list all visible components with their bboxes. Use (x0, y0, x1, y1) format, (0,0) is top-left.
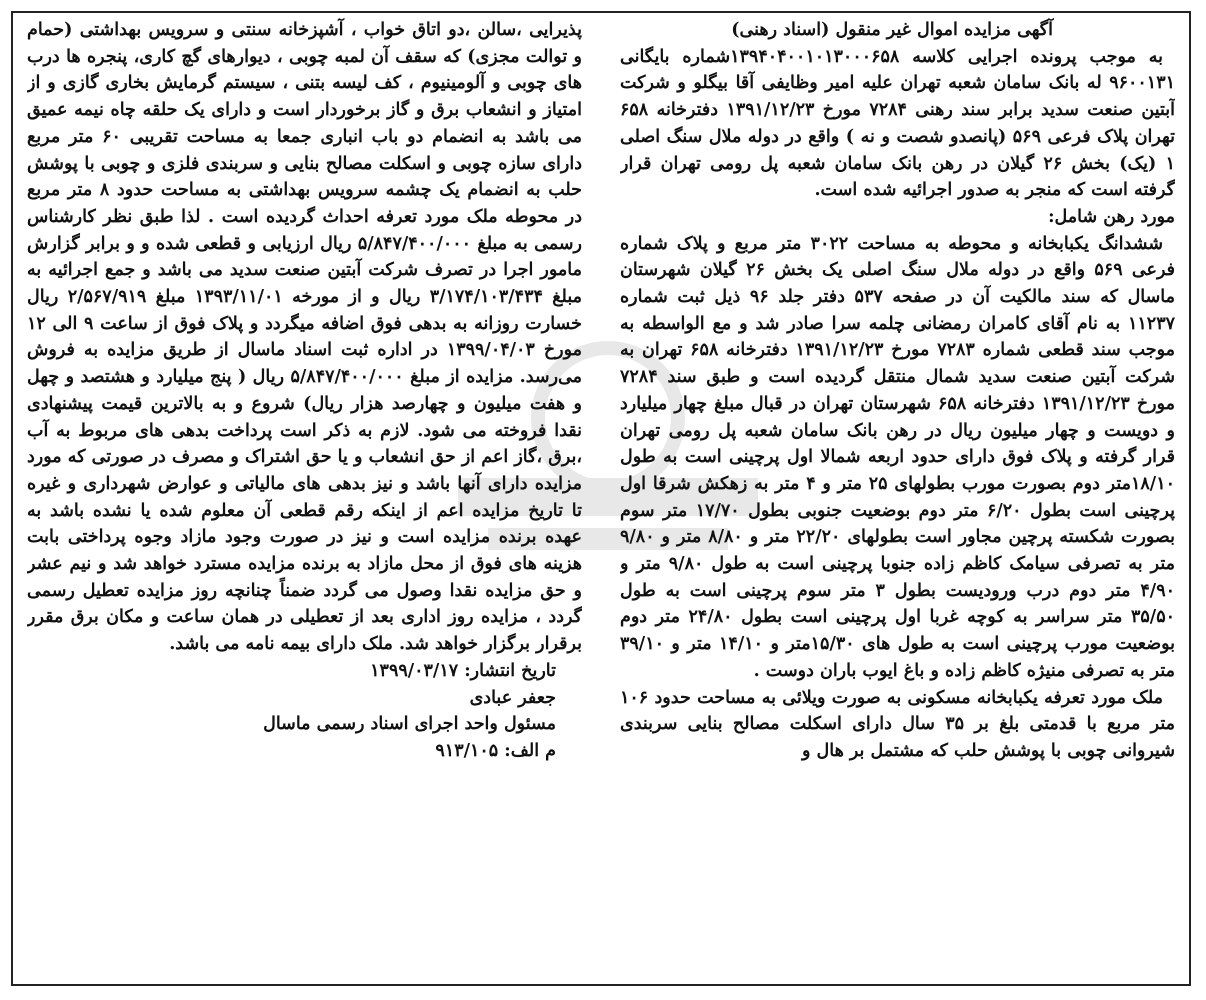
signatory-name: جعفر عبادی (469, 687, 556, 708)
left-column (27, 17, 582, 979)
publish-date: تاریخ انتشار: ۱۳۹۹/۰۳/۱۷ (370, 660, 556, 681)
signatory-position: مسئول واحد اجرای اسناد رسمی ماسال (263, 714, 556, 735)
paragraph-continued: پذیرایی ،سالن ،دو اتاق خواب ، آشپزخانه سنتی و سرویس بهداشتی (حمام و توالت مجزی) که سقف آن لمبه چوبی ، دیوارهای گچ کاری، پنجره ها درب های چوبی و آلومینیوم ، کف لیسه بتنی ، سیستم گرمایش بخاری گازی و از امتیاز و انشعاب برق و گاز برخوردار است و دارای یک حلقه چاه نیمه عمیق می باشد به انضمام دو باب انباری جمعا به مساحت تقریبی ۶۰ متر مربع دارای سازه چوبی و اسکلت مصالح بنایی و سربندی فلزی و چوبی با پوشش حلب به انضمام یک چشمه سرویس بهداشتی به مساحت حدود ۸ متر مربع در محوطه ملک مورد تعرفه احداث گردیده است . لذا طبق نظر کارشناس رسمی به مبلغ ۵/۸۴۷/۴۰۰/۰۰۰ ریال ارزیابی و قطعی شده و و برابر گزارش مامور اجرا در تصرف شرکت آبتین صنعت سدید می باشد و جمع اجرائیه به مبلغ ۳/۱۷۴/۱۰۳/۴۳۴ ریال و از مورخه ۱۳۹۳/۱۱/۰۱ مبلغ ۲/۵۶۷/۹۱۹ ریال خسارت روزانه به بدهی فوق اضافه میگردد و پلاک فوق از ساعت ۹ الی ۱۲ مورخ ۱۳۹۹/۰۴/۰۳ در اداره ثبت اسناد ماسال از طریق مزایده به فروش می‌رسد. مزایده از مبلغ ۵/۸۴۷/۴۰۰/۰۰۰ ریال ( پنج میلیارد و هشتصد و چهل و هفت میلیون و چهارصد هزار ریال) شروع و به بالاترین قیمت پیشنهادی نقدا فروخته می شود. لازم به ذکر است پرداخت بدهی های مربوط به آب ،برق ،گاز اعم از حق انشعاب و یا حق اشتراک و مصرف در صورتی که مورد مزایده دارای آنها باشد و نیز بدهی های مالیاتی و عوارض شهرداری و غیره تا تاریخ مزایده اعم از اینکه رقم قطعی آن معلوم شده یا نشده باشد به عهده برنده مزایده است و نیز در صورت وجود مازاد وجوه پرداختی بابت هزینه های فوق از محل مازاد به برنده مزایده مسترد خواهد شد و نیم عشر و حق مزایده نقدا وصول می گردد ضمناً چنانچه روز مزایده تعطیل رسمی گردد ، مزایده روز اداری بعد از تعطیلی در همان ساعت و مکان برق مقرر برقرار برگزار خواهد شد. ملک دارای بیمه نامه می باشد. (27, 20, 582, 655)
paragraph-mortgage-heading: مورد رهن شامل: (1048, 206, 1175, 227)
right-column (620, 17, 1175, 979)
notice-title: آگهی مزایده اموال غیر منقول (اسناد رهنی) (731, 20, 1053, 40)
notice-frame (11, 11, 1191, 986)
paragraph-intro: به موجب پرونده اجرایی کلاسه ۱۳۹۴۰۴۰۰۱۰۱۳۰۰۰۶۵۸شماره بایگانی ۹۶۰۰۱۳۱ له بانک سامان شعبه تهران علیه امیر وظایفی آقا بیگلو و شرکت آبتین صنعت سدید برابر سند رهنی ۷۲۸۴ مورخ ۱۳۹۱/۱۲/۲۳ دفترخانه ۶۵۸ تهران پلاک فرعی ۵۶۹ (پانصدو شصت و نه ) واقع در دوله ملال سنگ اصلی ۱ (یک) بخش ۲۶ گیلان در رهن بانک سامان شعبه پل رومی تهران قرار گرفته است که منجر به صدور اجرائیه شده است. (620, 46, 1175, 201)
reference-number: م الف: ۹۱۳/۱۰۵ (435, 740, 556, 761)
paragraph-house-description: ملک مورد تعرفه یکبابخانه مسکونی به صورت ویلائی به مساحت حدود ۱۰۶ متر مربع با قدمتی بلغ بر ۳۵ سال دارای اسکلت مصالح بنایی سربندی شیروانی چوبی با پوشش حلب که مشتمل بر هال و (620, 687, 1175, 761)
paragraph-property-description: ششدانگ یکبابخانه و محوطه به مساحت ۳۰۲۲ متر مربع و پلاک شماره فرعی ۵۶۹ واقع در دوله ملال سنگ اصلی یک بخش ۲۶ گیلان شهرستان ماسال که سند مالکیت آن در صفحه ۵۳۷ دفتر جلد ۹۶ ذیل ثبت شماره ۱۱۲۳۷ به نام آقای کامران رمضانی چلمه سرا صادر شد و مع الواسطه به موجب سند قطعی شماره ۷۲۸۳ مورخ ۱۳۹۱/۱۲/۲۳ دفترخانه ۶۵۸ تهران به شرکت آبتین صنعت سدید شمال منتقل گردیده است و طبق سند ۷۲۸۴ مورخ ۱۳۹۱/۱۲/۲۳ دفترخانه ۶۵۸ شهرستان تهران در قبال مبلغ چهار میلیارد و دویست و چهار میلیون ریال در رهن بانک سامان شعبه پل رومی تهران قرار گرفته و پلاک فوق دارای حدود اربعه شمالا اول پرچینی است به طول ۱۸/۱۰متر دوم بصورت مورب بطولهای ۲۵ متر و ۴ متر به زهکش شرقا اول پرچینی است بطول ۶/۲۰ متر دوم بوضعیت جنوبی بطول ۱۷/۷۰ متر سوم بصورت شکسته پرچین مجاور است بطولهای ۲۲/۲۰ متر و ۸/۸۰ متر و ۹/۸۰ متر به تصرفی سیامک کاظم زاده جنوبا پرچینی است به طول ۹/۸۰ متر و ۴/۹۰ متر دوم درب ورودیست بطول ۳ متر سوم پرچینی است به طول ۳۵/۵۰ متر سراسر به کوچه غربا اول پرچینی است بطول ۲۴/۸۰ متر دوم بوضعیت مورب پرچینی است به طول های ۱۵/۳۰متر و ۱۴/۱۰ متر و ۳۹/۱۰ متر به تصرفی منیژه کاظم زاده و باغ ایوب باران دوست . (620, 233, 1175, 681)
